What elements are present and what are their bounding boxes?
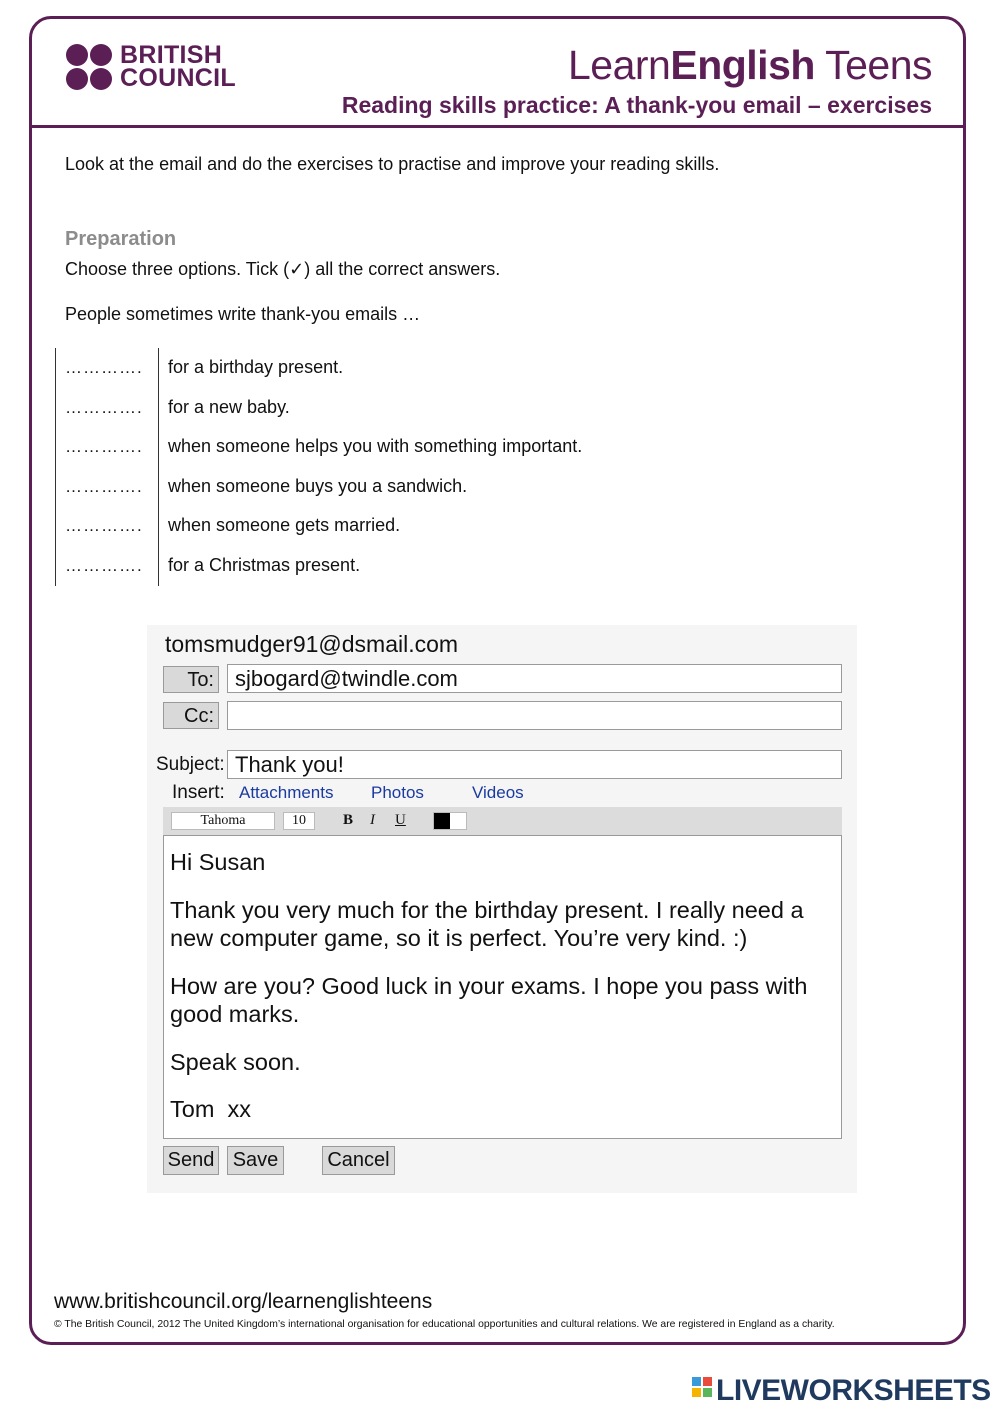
british-council-wordmark: BRITISH COUNCIL xyxy=(120,41,236,92)
british-council-logo xyxy=(66,41,266,94)
cancel-button[interactable]: Cancel xyxy=(322,1146,395,1175)
option-text: when someone gets married. xyxy=(168,515,401,535)
option-text: for a new baby. xyxy=(168,396,290,417)
email-paragraph: Thank you very much for the birthday present. I really need a new computer game, so it is perfect. You’re very kind. :) xyxy=(170,896,804,951)
email-paragraph: How are you? Good luck in your exams. I hope you pass with good marks. xyxy=(170,972,808,1027)
answer-blank[interactable]: …………. xyxy=(65,555,143,575)
bold-button[interactable]: B xyxy=(343,812,354,828)
email-window xyxy=(147,625,857,1193)
subject-field[interactable]: Thank you! xyxy=(227,750,842,779)
footer-copyright: © The British Council, 2012 The United Kingdom’s international organisation for educational opportunities and cultural relations. We are registered in England as a charity. xyxy=(54,1319,835,1330)
preparation-stem: People sometimes write thank-you emails … xyxy=(65,304,421,324)
to-field[interactable]: sjbogard@twindle.com xyxy=(227,664,842,693)
cc-button[interactable]: Cc: xyxy=(163,702,219,729)
liveworksheets-icon xyxy=(692,1377,714,1401)
subject-label: Subject: xyxy=(156,754,225,775)
italic-button[interactable]: I xyxy=(370,812,375,828)
underline-button[interactable]: U xyxy=(395,812,406,828)
email-signature: Tom xx xyxy=(170,1096,251,1122)
option-text: when someone helps you with something important. xyxy=(168,436,583,456)
font-size-select[interactable]: 10 xyxy=(283,812,315,830)
option-row xyxy=(55,506,755,546)
option-row xyxy=(55,348,755,388)
email-greeting: Hi Susan xyxy=(170,849,266,875)
header-divider xyxy=(30,125,966,128)
preparation-heading: Preparation xyxy=(65,228,177,250)
learnenglish-teens-logo: LearnEnglish Teens xyxy=(567,42,932,88)
option-row xyxy=(55,388,755,428)
insert-photos-link[interactable]: Photos xyxy=(371,783,424,802)
answer-blank[interactable]: …………. xyxy=(65,476,143,496)
answer-blank[interactable]: …………. xyxy=(65,437,143,456)
option-row xyxy=(55,546,755,586)
send-button[interactable]: Send xyxy=(163,1146,219,1175)
option-text: when someone buys you a sandwich. xyxy=(168,475,468,496)
option-row xyxy=(55,467,755,507)
save-button[interactable]: Save xyxy=(227,1146,284,1175)
email-body[interactable] xyxy=(163,835,842,1139)
formatting-toolbar xyxy=(163,807,842,835)
email-closing: Speak soon. xyxy=(170,1048,301,1075)
answer-blank[interactable]: …………. xyxy=(65,358,143,377)
option-row xyxy=(55,427,755,467)
insert-videos-link[interactable]: Videos xyxy=(472,783,524,802)
preparation-instruction: Choose three options. Tick (✓) all the correct answers. xyxy=(65,259,501,279)
answer-blank[interactable]: …………. xyxy=(65,397,143,417)
insert-attachments-link[interactable]: Attachments xyxy=(239,783,334,802)
from-address: tomsmudger91@dsmail.com xyxy=(165,631,459,657)
option-text: for a birthday present. xyxy=(168,357,344,377)
insert-label: Insert: xyxy=(172,782,225,803)
page-title: Reading skills practice: A thank-you email – exercises xyxy=(341,92,932,118)
to-button[interactable]: To: xyxy=(163,666,219,693)
text-color-picker[interactable] xyxy=(433,812,467,830)
intro-text: Look at the email and do the exercises to practise and improve your reading skills. xyxy=(65,154,720,174)
british-council-dots-icon xyxy=(66,44,114,92)
answer-blank[interactable]: …………. xyxy=(65,516,143,535)
option-text: for a Christmas present. xyxy=(168,554,361,575)
liveworksheets-wordmark: LIVEWORKSHEETS xyxy=(716,1374,991,1407)
cc-field[interactable] xyxy=(227,701,842,730)
footer-url: www.britishcouncil.org/learnenglishteens xyxy=(54,1290,433,1313)
font-select[interactable]: Tahoma xyxy=(171,812,275,830)
